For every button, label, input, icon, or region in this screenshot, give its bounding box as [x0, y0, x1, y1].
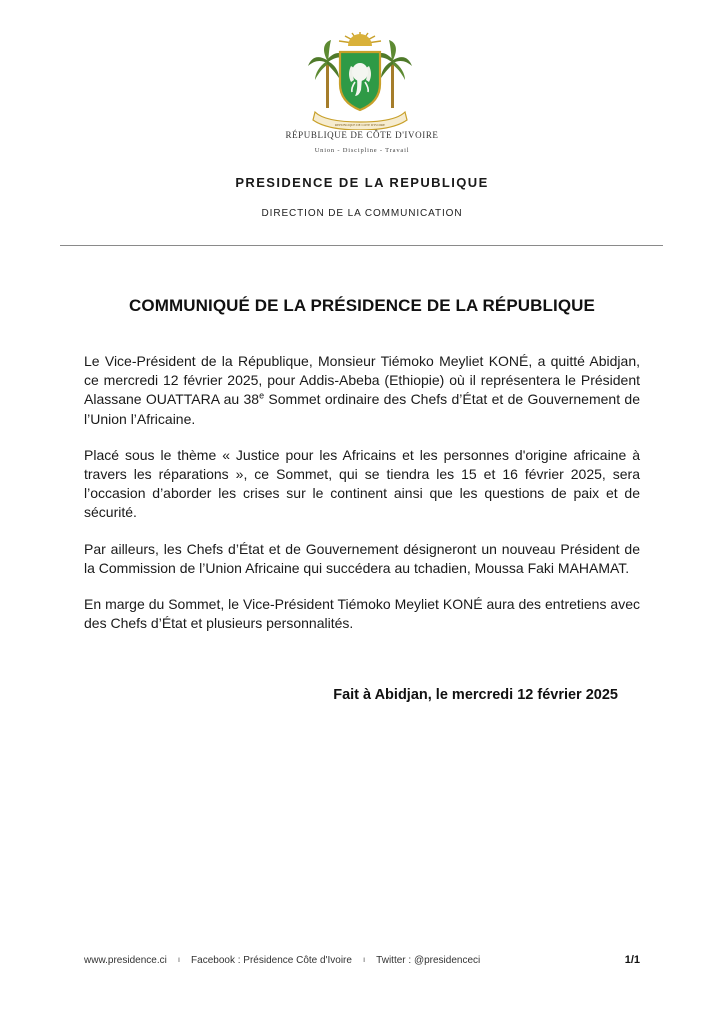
footer-separator: ı: [177, 955, 181, 964]
paragraph-3: Par ailleurs, les Chefs d’État et de Gouvernement désigneront un nouveau Président de la Commission de l’Union Africaine qui succédera au tchadien, Moussa Faki MAHAMAT.: [84, 540, 640, 576]
banner-text: REPUBLIQUE DE COTE D'IVOIRE: [334, 123, 386, 127]
twitter-link[interactable]: Twitter : @presidenceci: [376, 955, 481, 966]
elephant-head-icon: [349, 63, 371, 96]
website-link[interactable]: www.presidence.ci: [84, 955, 167, 966]
banner-ribbon-icon: [313, 112, 407, 130]
paragraph-1: [84, 352, 640, 429]
institution-heading: PRESIDENCE DE LA REPUBLIQUE: [235, 175, 489, 190]
paragraph-4: En marge du Sommet, le Vice-Président Tiémoko Meyliet KONÉ aura des entretiens avec des Chefs d’État et plusieurs personnalités.: [84, 596, 640, 632]
paragraph-1-text-a: Le Vice-Président de la République, Monsieur Tiémoko Meyliet KONÉ, a quitté Abidjan, ce mercredi 12 février 2025, pour Addis-Abeba (Ethiopie) où il représentera le Président Alassane OUATTARA au 38: [84, 353, 640, 408]
header-divider: [60, 245, 663, 246]
footer-links: [84, 955, 480, 966]
page-title: COMMUNIQUÉ DE LA PRÉSIDENCE DE LA RÉPUBLIQUE: [129, 296, 595, 315]
coat-of-arms-emblem: [305, 30, 415, 130]
country-name: RÉPUBLIQUE DE CÔTE D'IVOIRE: [285, 130, 439, 140]
facebook-link[interactable]: Facebook : Présidence Côte d'Ivoire: [191, 955, 352, 966]
page-number: 1/1: [624, 954, 640, 966]
page-footer: [84, 955, 640, 971]
shield-icon: [340, 52, 380, 110]
footer-separator: ı: [362, 955, 366, 964]
paragraph-2: Placé sous le thème « Justice pour les Africains et les personnes d'origine africaine à travers les réparations », ce Sommet, qui se tiendra les 15 et 16 février 2025, sera l’occasion d’aborder les crises sur le continent ainsi que les questions de paix et de sécurité.: [84, 446, 640, 521]
signature-line: Fait à Abidjan, le mercredi 12 février 2025: [333, 687, 618, 703]
department-heading: DIRECTION DE LA COMMUNICATION: [261, 208, 463, 219]
paragraph-1-text-b: Sommet ordinaire des Chefs d’État et de Gouvernement de l’Union l’Africaine.: [84, 391, 640, 427]
rising-sun-icon: [339, 32, 381, 46]
communique-body: [84, 352, 640, 650]
national-motto: Union - Discipline - Travail: [314, 147, 410, 154]
ordinal-suffix: e: [259, 390, 265, 401]
